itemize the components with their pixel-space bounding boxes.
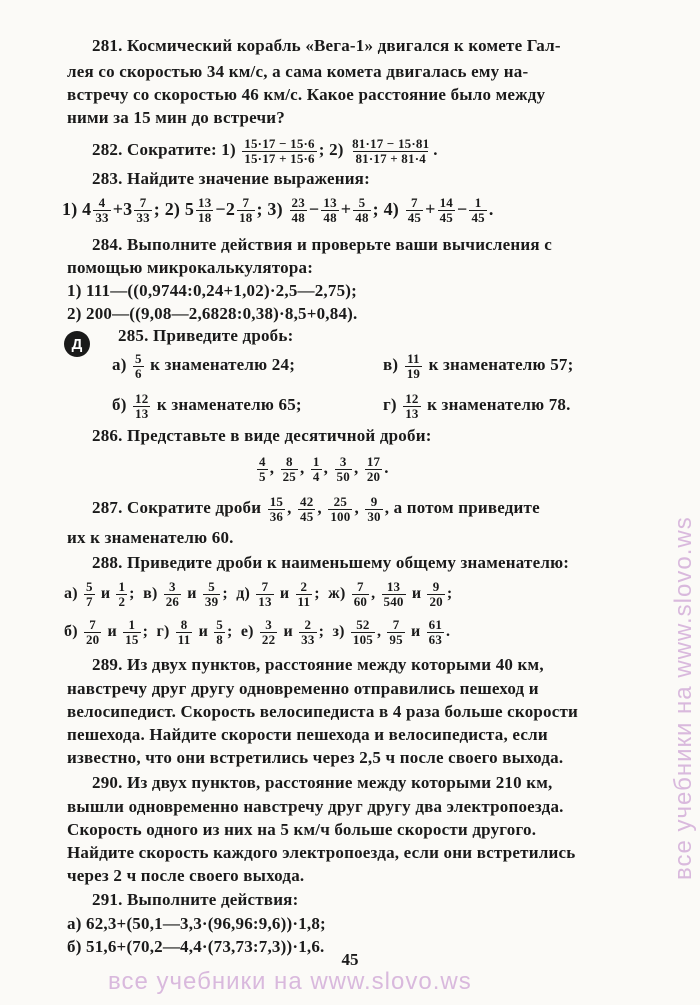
watermark-vertical: все учебники на www.slovo.ws [670,516,697,880]
problem-290-line-3: Скорость одного из них на 5 км/ч больше скорости другого. [67,820,537,839]
problem-285-row-2: б) $\frac{12}{13}$ к знаменателю 65; [112,390,302,421]
page-number: 45 [341,950,359,969]
problem-289-line-1: 289. Из двух пунктов, расстояние между которыми 40 км, [92,655,544,674]
problem-281-line-1: 281. Космический корабль «Вега-1» двигался к комете Гал- [92,36,561,55]
problem-284-line-1: 284. Выполните действия и проверьте ваши вычисления с [92,235,552,254]
problem-281-line-4: ними за 15 мин до встречи? [67,108,285,127]
problem-282: 282. Сократите: 1) $\frac{15\cdot 17 - 15\cdot 6}{15\cdot 17 + 15\cdot 6}$ ; 2) $\frac{81\cdot 17 - 15\cdot 81}{81\cdot 17 + 81\cdot 4}$ . [92,135,438,166]
problem-286-fractions: $\frac{4}{5}$ , $\frac{8}{25}$ , $\frac{1}{4}$ , $\frac{3}{50}$ , $\frac{17}{20}$ . [259,453,389,484]
problem-288-row-2: б) $\frac{7}{20}$ и $\frac{1}{15}$ ; г) $\frac{8}{11}$ и $\frac{5}{8}$ ; е) $\frac{3}{22}$ и $\frac{2}{33}$ ; з) $\frac{52}{105}$ , $\frac{7}{95}$ и $\frac{61}{63}$ . [64,616,451,647]
problem-289-line-2: навстречу друг другу одновременно отправились пешеход и [67,679,539,698]
problem-287-line-1: 287. Сократите дроби $\frac{15}{36}$ , $\frac{42}{45}$ , $\frac{25}{100}$ , $\frac{9}{30}$ , а потом приведите [92,493,540,524]
problem-289-line-5: известно, что они встретились через 2,5 ч после своего выхода. [67,748,564,767]
problem-284-line-2: помощью микрокалькулятора: [67,258,314,277]
problem-285-row-1: а) $\frac{5}{6}$ к знаменателю 24; [112,350,296,381]
problem-288-row-1: а) $\frac{5}{7}$ и $\frac{1}{2}$ ; в) $\frac{3}{26}$ и $\frac{5}{39}$ ; д) $\frac{7}{13}$ и $\frac{2}{11}$ ; ж) $\frac{7}{60}$ , $\frac{13}{540}$ и $\frac{9}{20}$ ; [64,578,453,609]
problem-285-row-2b: г) $\frac{12}{13}$ к знаменателю 78. [383,390,571,421]
problem-287-line-2: их к знаменателю 60. [67,528,234,547]
problem-291-title: 291. Выполните действия: [92,890,299,909]
problem-283-expressions: 1) 4 $\frac{4}{33}$ +3 $\frac{7}{33}$ ; 2) 5 $\frac{13}{18}$ −2 $\frac{7}{18}$ ; 3) $\frac{23}{48}$ − $\frac{13}{48}$ + $\frac{5}{48}$ ; 4) $\frac{7}{45}$ + $\frac{14}{45}$ − $\frac{1}{45}$ . [62,195,494,226]
problem-291-expr-a: а) 62,3+(50,1—3,3·(96,96:9,6))·1,8; [67,914,326,933]
problem-290-line-1: 290. Из двух пунктов, расстояние между которыми 210 км, [92,773,553,792]
problem-283-title: 283. Найдите значение выражения: [92,169,370,188]
problem-284-expr-1: 1) 111—((0,9744:0,24+1,02)·2,5—2,75); [67,281,358,300]
problem-290-line-2: вышли одновременно навстречу друг другу два электропоезда. [67,797,564,816]
fraction: $\frac{15\cdot 17 - 15\cdot 6}{15\cdot 17 + 15\cdot 6}$ [244,135,315,166]
homework-badge: Д [64,331,90,357]
problem-289-line-4: пешехода. Найдите скорости пешехода и велосипедиста, если [67,725,548,744]
problem-284-expr-2: 2) 200—((9,08—2,6828:0,38)·8,5+0,84). [67,304,358,323]
problem-285-title: 285. Приведите дробь: [118,326,294,345]
problem-281-line-2: лея со скоростью 34 км/с, а сама комета двигалась ему на- [67,62,529,81]
problem-288-title: 288. Приведите дроби к наименьшему общему знаменателю: [92,553,570,572]
problem-286-title: 286. Представьте в виде десятичной дроби: [92,426,432,445]
fraction: $\frac{81\cdot 17 - 15\cdot 81}{81\cdot 17 + 81\cdot 4}$ [352,135,430,166]
problem-289-line-3: велосипедист. Скорость велосипедиста в 4 раза больше скорости [67,702,579,721]
problem-291-expr-b: б) 51,6+(70,2—4,4·(73,73:7,3))·1,6. [67,937,325,956]
problem-290-line-5: через 2 ч после своего выхода. [67,866,305,885]
problem-285-row-1b: в) $\frac{11}{19}$ к знаменателю 57; [383,350,574,381]
problem-290-line-4: Найдите скорость каждого электропоезда, если они встретились [67,843,576,862]
watermark-bottom: все учебники на www.slovo.ws [108,968,472,995]
problem-281-line-3: встречу со скоростью 46 км/с. Какое расстояние было между [67,85,546,104]
